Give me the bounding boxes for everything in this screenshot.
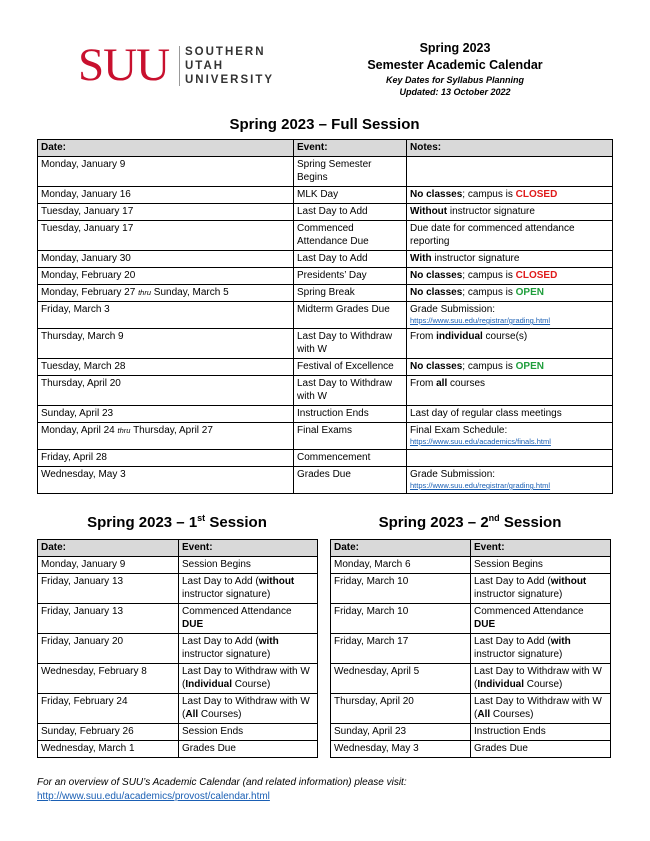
event-text: Last Day to Withdraw with W (	[474, 666, 602, 690]
notes-link[interactable]: https://www.suu.edu/registrar/grading.html	[410, 481, 551, 490]
notes-bold: individual	[436, 331, 483, 342]
date-cell: Sunday, April 23	[331, 724, 471, 741]
table-row	[38, 634, 318, 664]
notes-cell	[407, 406, 613, 423]
table-row	[38, 450, 613, 467]
event-cell: MLK Day	[294, 187, 407, 204]
date-cell: Monday, January 16	[38, 187, 294, 204]
event-text: instructor signature)	[474, 589, 563, 600]
table-row	[38, 406, 613, 423]
col-header-event: Event:	[294, 140, 407, 157]
date-cell	[38, 285, 294, 302]
full-session-title: Spring 2023 – Full Session	[229, 116, 420, 133]
event-cell: Commenced Attendance Due	[294, 221, 407, 251]
date-cell: Thursday, April 20	[331, 694, 471, 724]
notes-cell	[407, 285, 613, 302]
suu-logo	[78, 39, 278, 92]
event-cell	[471, 741, 611, 758]
date-cell: Sunday, April 23	[38, 406, 294, 423]
logo-line: UNIVERSITY	[185, 74, 275, 86]
notes-cell	[407, 423, 613, 450]
date-cell: Friday, March 10	[331, 604, 471, 634]
date-cell: Thursday, March 9	[38, 329, 294, 359]
date-cell: Tuesday, January 17	[38, 204, 294, 221]
table-row	[38, 268, 613, 285]
notes-cell	[407, 467, 613, 494]
first-session-title	[37, 513, 317, 531]
notes-cell	[407, 221, 613, 251]
event-cell: Last Day to Withdraw with W	[294, 329, 407, 359]
event-text: Last Day to Add (	[182, 636, 259, 647]
notes-cell	[407, 268, 613, 285]
event-text: Last Day to Withdraw with W (	[474, 696, 602, 720]
date-cell: Tuesday, March 28	[38, 359, 294, 376]
status-closed: CLOSED	[515, 189, 558, 200]
table-row	[331, 741, 611, 758]
notes-bold: No classes	[410, 270, 463, 281]
notes-text: ; campus is	[462, 270, 516, 281]
title-text: Spring 2023 – 1	[87, 514, 198, 531]
table-row	[38, 724, 318, 741]
notes-text: courses	[447, 378, 486, 389]
date-cell: Thursday, April 20	[38, 376, 294, 406]
event-text: Commenced Attendance	[182, 606, 292, 617]
header-updated: Updated: 13 October 2022	[399, 87, 511, 97]
date-thru: thru	[138, 288, 152, 297]
notes-cell	[407, 187, 613, 204]
event-text: instructor signature)	[474, 649, 563, 660]
table-row	[331, 694, 611, 724]
event-text: Commenced Attendance	[474, 606, 584, 617]
table-row	[38, 302, 613, 329]
logo-divider	[179, 46, 180, 86]
notes-cell	[407, 376, 613, 406]
event-text: Last Day to Withdraw with W (	[182, 666, 310, 690]
logo-line: UTAH	[185, 60, 225, 72]
event-bold: Individual	[477, 679, 525, 690]
event-text: Last Day to Withdraw with W (	[182, 696, 310, 720]
notes-text: ; campus is	[462, 189, 516, 200]
table-row	[38, 423, 613, 450]
event-cell	[471, 604, 611, 634]
notes-cell	[407, 302, 613, 329]
date-cell: Friday, January 20	[38, 634, 179, 664]
date-cell: Friday, March 3	[38, 302, 294, 329]
second-session-table	[330, 539, 611, 758]
footer-text: For an overview of SUU’s Academic Calendar (and related information) please visit:	[37, 777, 407, 788]
notes-text: From	[410, 378, 437, 389]
notes-link[interactable]: https://www.suu.edu/academics/finals.html	[410, 437, 551, 446]
status-closed: CLOSED	[515, 270, 558, 281]
table-row	[38, 251, 613, 268]
event-text: Last Day to Add (	[182, 576, 259, 587]
notes-text: Last day of regular class meetings	[410, 408, 562, 419]
event-text: Grades Due	[474, 743, 528, 754]
event-text: Course)	[524, 679, 563, 690]
col-header-date: Date:	[38, 140, 294, 157]
date-cell: Monday, January 30	[38, 251, 294, 268]
full-session-table	[37, 139, 613, 494]
title-text: Spring 2023 – 2	[378, 514, 489, 531]
table-row	[38, 741, 318, 758]
table-row	[38, 467, 613, 494]
event-cell: Last Day to Add	[294, 204, 407, 221]
table-row	[38, 574, 318, 604]
table-row	[331, 604, 611, 634]
notes-text: From	[410, 331, 437, 342]
table-row	[38, 329, 613, 359]
event-bold: without	[550, 576, 587, 587]
title-text: Session	[499, 514, 562, 531]
table-row	[331, 724, 611, 741]
notes-bold: No classes	[410, 287, 463, 298]
event-text: instructor signature)	[182, 649, 271, 660]
event-text: instructor signature)	[182, 589, 271, 600]
notes-text: Due date for commenced attendance reporting	[410, 223, 575, 247]
date-cell: Tuesday, January 17	[38, 221, 294, 251]
notes-cell	[407, 450, 613, 467]
date-cell: Wednesday, May 3	[38, 467, 294, 494]
event-cell	[471, 694, 611, 724]
date-cell: Wednesday, February 8	[38, 664, 179, 694]
event-bold: All	[185, 709, 199, 720]
date-cell: Monday, January 9	[38, 157, 294, 187]
logo-line: SOUTHERN	[185, 46, 266, 58]
title-text: Session	[205, 514, 267, 531]
date-cell: Wednesday, April 5	[331, 664, 471, 694]
event-cell: Spring Break	[294, 285, 407, 302]
table-row	[38, 285, 613, 302]
event-cell: Commencement	[294, 450, 407, 467]
event-cell	[471, 557, 611, 574]
event-text: Last Day to Add (	[474, 636, 551, 647]
date-start: Monday, February 27	[41, 287, 139, 298]
event-cell	[179, 574, 318, 604]
event-text: Instruction Ends	[474, 726, 546, 737]
event-text: Session Begins	[182, 559, 251, 570]
logo-mark: SUU	[78, 39, 170, 91]
second-session-title	[330, 513, 610, 531]
first-session-table	[37, 539, 318, 758]
notes-text: Final Exam Schedule:	[410, 425, 508, 436]
col-header-event: Event:	[179, 540, 318, 557]
event-bold: with	[550, 636, 571, 647]
date-cell: Friday, March 10	[331, 574, 471, 604]
date-thru: thru	[117, 426, 131, 435]
event-bold: DUE	[182, 619, 204, 630]
event-cell	[471, 724, 611, 741]
event-bold: All	[477, 709, 491, 720]
date-cell	[38, 423, 294, 450]
header-title: Spring 2023	[419, 41, 491, 55]
col-header-notes: Notes:	[407, 140, 613, 157]
event-text: Courses)	[198, 709, 242, 720]
notes-text: Grade Submission:	[410, 469, 496, 480]
table-row	[38, 376, 613, 406]
event-cell	[179, 694, 318, 724]
date-end: Sunday, March 5	[151, 287, 229, 298]
event-cell: Spring Semester Begins	[294, 157, 407, 187]
event-cell: Grades Due	[294, 467, 407, 494]
event-text: Session Begins	[474, 559, 543, 570]
table-row	[38, 557, 318, 574]
event-cell: Instruction Ends	[294, 406, 407, 423]
notes-bold: Without	[410, 206, 448, 217]
date-cell: Friday, February 24	[38, 694, 179, 724]
event-cell	[471, 664, 611, 694]
title-sup: st	[197, 513, 206, 523]
notes-text: course(s)	[482, 331, 528, 342]
notes-cell	[407, 204, 613, 221]
notes-cell	[407, 157, 613, 187]
date-cell: Friday, January 13	[38, 574, 179, 604]
event-cell	[179, 634, 318, 664]
status-open: OPEN	[515, 361, 544, 372]
event-text: Last Day to Add (	[474, 576, 551, 587]
notes-text: instructor signature	[431, 253, 520, 264]
table-row	[38, 604, 318, 634]
event-cell	[179, 664, 318, 694]
event-cell: Last Day to Withdraw with W	[294, 376, 407, 406]
event-cell: Midterm Grades Due	[294, 302, 407, 329]
event-bold: Individual	[185, 679, 233, 690]
notes-cell	[407, 329, 613, 359]
event-cell	[179, 724, 318, 741]
notes-text: ; campus is	[462, 361, 516, 372]
notes-bold: No classes	[410, 189, 463, 200]
event-cell: Last Day to Add	[294, 251, 407, 268]
col-header-date: Date:	[38, 540, 179, 557]
notes-text: ; campus is	[462, 287, 516, 298]
event-cell	[179, 741, 318, 758]
date-cell: Friday, April 28	[38, 450, 294, 467]
event-text: Courses)	[490, 709, 534, 720]
event-cell: Presidents’ Day	[294, 268, 407, 285]
col-header-date: Date:	[331, 540, 471, 557]
event-text: Course)	[232, 679, 271, 690]
date-end: Thursday, April 27	[130, 425, 213, 436]
event-cell	[179, 604, 318, 634]
header-subtitle: Semester Academic Calendar	[367, 58, 543, 72]
event-cell	[471, 634, 611, 664]
logo-wordmark	[185, 45, 274, 87]
date-cell: Wednesday, May 3	[331, 741, 471, 758]
table-row	[38, 157, 613, 187]
notes-cell	[407, 359, 613, 376]
event-cell	[471, 574, 611, 604]
event-cell	[179, 557, 318, 574]
event-text: Session Ends	[182, 726, 244, 737]
footer	[37, 776, 597, 804]
date-cell: Sunday, February 26	[38, 724, 179, 741]
event-bold: without	[258, 576, 295, 587]
notes-text: instructor signature	[447, 206, 535, 217]
date-cell: Monday, January 9	[38, 557, 179, 574]
table-row	[331, 557, 611, 574]
title-sup: nd	[488, 513, 500, 523]
table-row	[38, 359, 613, 376]
notes-cell	[407, 251, 613, 268]
event-cell: Festival of Excellence	[294, 359, 407, 376]
table-row	[38, 664, 318, 694]
status-open: OPEN	[515, 287, 544, 298]
notes-bold: With	[410, 253, 432, 264]
date-cell: Monday, March 6	[331, 557, 471, 574]
calendar-link[interactable]: http://www.suu.edu/academics/provost/calendar.html	[37, 791, 270, 802]
table-row	[331, 634, 611, 664]
document-header	[340, 40, 570, 98]
header-tagline: Key Dates for Syllabus Planning	[385, 75, 525, 85]
event-cell: Final Exams	[294, 423, 407, 450]
notes-bold: No classes	[410, 361, 463, 372]
table-row	[331, 664, 611, 694]
date-cell: Friday, March 17	[331, 634, 471, 664]
table-row	[38, 694, 318, 724]
date-start: Monday, April 24	[41, 425, 118, 436]
table-row	[331, 574, 611, 604]
notes-text: Grade Submission:	[410, 304, 496, 315]
date-cell: Wednesday, March 1	[38, 741, 179, 758]
date-cell: Friday, January 13	[38, 604, 179, 634]
table-row	[38, 221, 613, 251]
event-text: Grades Due	[182, 743, 236, 754]
table-row	[38, 187, 613, 204]
event-bold: with	[258, 636, 279, 647]
col-header-event: Event:	[471, 540, 611, 557]
table-row	[38, 204, 613, 221]
date-cell: Monday, February 20	[38, 268, 294, 285]
notes-bold: all	[436, 378, 448, 389]
notes-link[interactable]: https://www.suu.edu/registrar/grading.html	[410, 316, 551, 325]
event-bold: DUE	[474, 619, 496, 630]
